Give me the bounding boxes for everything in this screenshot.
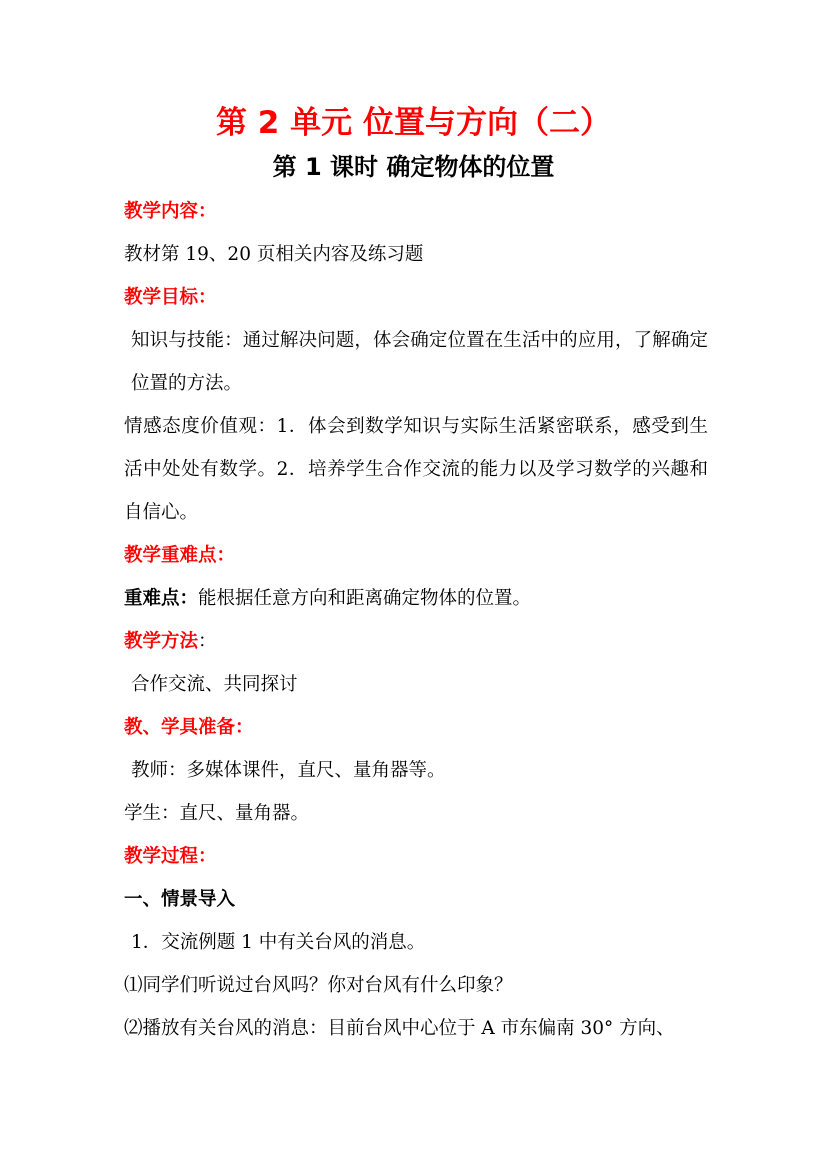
method-text: 合作交流、共同探讨 xyxy=(131,674,298,695)
step1-item1: 1．交流例题 1 中有关台风的消息。 xyxy=(131,932,426,953)
section-heading-process: 教学过程： xyxy=(124,846,217,867)
prep-student-text: 学生：直尺、量角器。 xyxy=(124,803,310,824)
content-text: 教材第 19、20 页相关内容及练习题 xyxy=(124,244,424,265)
unit-title: 第 2 单元 位置与方向（二） xyxy=(216,105,611,141)
section-heading-content: 教学内容： xyxy=(124,201,217,222)
key-points-label: 重难点： xyxy=(124,588,199,609)
section-heading-goals: 教学目标： xyxy=(124,287,217,308)
goal-knowledge-text: 知识与技能：通过解决问题，体会确定位置在生活中的应用，了解确定位置的方法。 xyxy=(131,330,708,394)
document-body xyxy=(124,190,708,1050)
key-points-text: 能根据任意方向和距离确定物体的位置。 xyxy=(198,588,532,609)
prep-teacher-text: 教师：多媒体课件，直尺、量角器等。 xyxy=(131,760,446,781)
method-heading-line xyxy=(124,620,708,663)
step1-question2: ⑵播放有关台风的消息：目前台风中心位于 A 市东偏南 30° 方向、 xyxy=(124,1018,675,1039)
section-heading-key-points: 教学重难点： xyxy=(124,545,236,566)
step1-question1: ⑴同学们听说过台风吗？你对台风有什么印象？ xyxy=(124,975,513,996)
section-heading-method: 教学方法 xyxy=(124,631,199,652)
step1-title: 一、情景导入 xyxy=(124,889,236,910)
lesson-title: 第 1 课时 确定物体的位置 xyxy=(272,153,555,181)
method-colon: ： xyxy=(198,631,217,652)
section-heading-preparation: 教、学具准备： xyxy=(124,717,254,738)
key-points-line xyxy=(124,577,708,620)
goal-emotion-text: 情感态度价值观：1．体会到数学知识与实际生活紧密联系，感受到生活中处处有数学。2．培养学生合作交流的能力以及学习数学的兴趣和自信心。 xyxy=(124,416,708,523)
